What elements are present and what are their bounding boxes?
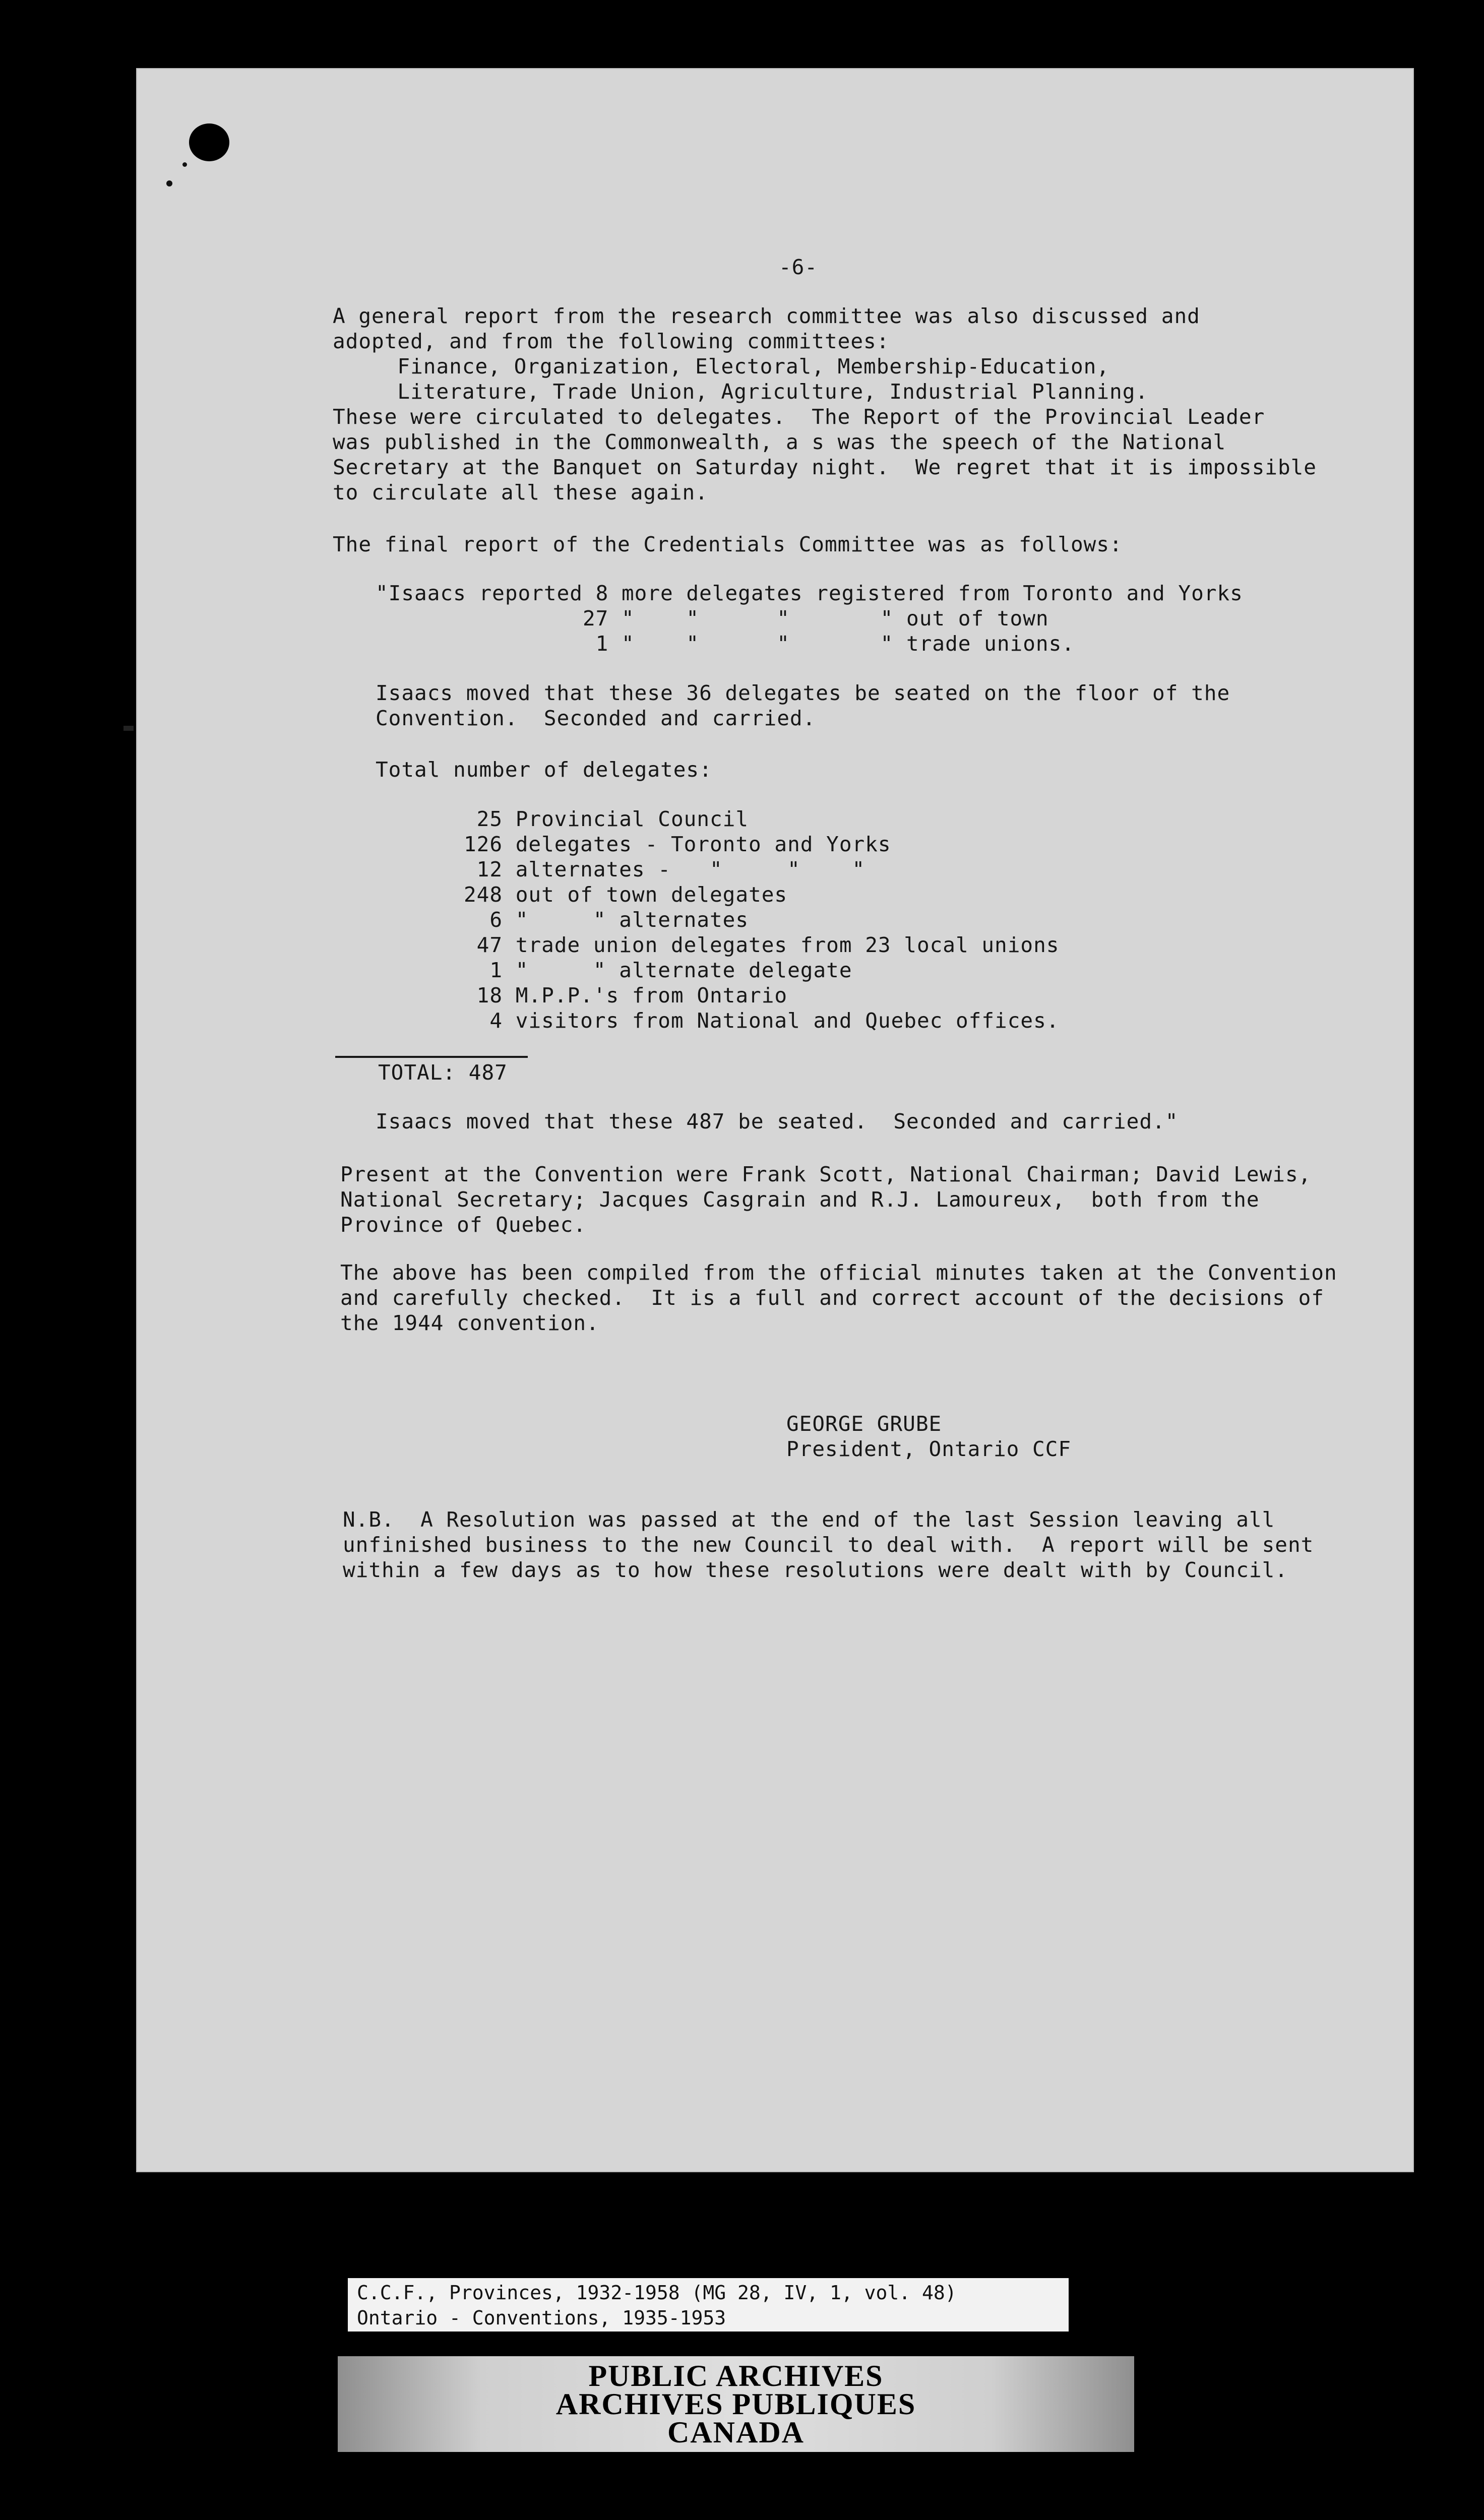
nb-line: unfinished business to the new Council to deal with. A report will be sent xyxy=(343,1533,1314,1557)
isaacs-moved-line: Isaacs moved that these 36 delegates be seated on the floor of the xyxy=(376,681,1230,705)
isaacs-report-line: 27 " " " " out of town xyxy=(376,606,1049,631)
compiled-line: The above has been compiled from the official minutes taken at the Convention xyxy=(340,1261,1337,1285)
delegate-count-line: 126 delegates - Toronto and Yorks xyxy=(464,832,891,856)
delegate-count-line: 1 " " alternate delegate xyxy=(464,958,852,982)
delegate-count-line: 4 visitors from National and Quebec offices. xyxy=(464,1009,1060,1033)
nb-line: N.B. A Resolution was passed at the end of the last Session leaving all xyxy=(343,1507,1275,1532)
general-report-line: A general report from the research committee was also discussed and xyxy=(333,304,1200,328)
delegate-count-line: 248 out of town delegates xyxy=(464,883,788,907)
signature-name: GEORGE GRUBE xyxy=(786,1412,942,1436)
punch-hole xyxy=(189,123,229,161)
delegate-count-line: 25 Provincial Council xyxy=(464,807,749,831)
present-line: National Secretary; Jacques Casgrain and R.J. Lamoureux, both from the xyxy=(340,1187,1260,1212)
total-line: TOTAL: 487 xyxy=(335,1056,528,1085)
delegate-count-line: 18 M.P.P.'s from Ontario xyxy=(464,983,788,1007)
page-number: -6- xyxy=(779,255,818,279)
isaacs-report-line: 1 " " " " trade unions. xyxy=(376,632,1075,656)
archive-stamp xyxy=(338,2356,1134,2452)
archive-reference-label xyxy=(348,2278,1069,2332)
delegate-count-line: 6 " " alternates xyxy=(464,908,749,932)
total-intro: Total number of delegates: xyxy=(376,758,712,782)
archive-reference-line: C.C.F., Provinces, 1932-1958 (MG 28, IV, 1, vol. 48) xyxy=(357,2282,957,2304)
general-report-line: Finance, Organization, Electoral, Membership-Education, xyxy=(333,354,1110,379)
general-report-line: These were circulated to delegates. The Report of the Provincial Leader xyxy=(333,405,1265,429)
credentials-intro: The final report of the Credentials Committee was as follows: xyxy=(333,532,1123,556)
ink-speck xyxy=(182,162,187,167)
isaacs-moved-487: Isaacs moved that these 487 be seated. Seconded and carried." xyxy=(376,1109,1179,1133)
delegate-count-line: 12 alternates - " " " xyxy=(464,857,865,881)
archive-stamp-line: PUBLIC ARCHIVES xyxy=(588,2359,884,2392)
isaacs-report-line: "Isaacs reported 8 more delegates registered from Toronto and Yorks xyxy=(376,581,1243,605)
archive-stamp-line: CANADA xyxy=(667,2416,805,2449)
nb-line: within a few days as to how these resolutions were dealt with by Council. xyxy=(343,1558,1288,1582)
ink-speck xyxy=(166,180,172,186)
archive-reference-line: Ontario - Conventions, 1935-1953 xyxy=(357,2307,726,2329)
general-report-line: Literature, Trade Union, Agriculture, Industrial Planning. xyxy=(333,380,1149,404)
general-report-line: Secretary at the Banquet on Saturday night. We regret that it is impossible xyxy=(333,455,1317,479)
present-line: Present at the Convention were Frank Scott, National Chairman; David Lewis, xyxy=(340,1162,1312,1186)
signature-title: President, Ontario CCF xyxy=(786,1437,1072,1461)
archive-stamp-line: ARCHIVES PUBLIQUES xyxy=(555,2387,916,2421)
compiled-line: and carefully checked. It is a full and correct account of the decisions of xyxy=(340,1286,1324,1310)
delegate-count-line: 47 trade union delegates from 23 local unions xyxy=(464,933,1060,957)
compiled-line: the 1944 convention. xyxy=(340,1311,599,1335)
margin-mark xyxy=(123,726,134,731)
general-report-line: to circulate all these again. xyxy=(333,480,708,505)
present-line: Province of Quebec. xyxy=(340,1213,586,1237)
general-report-line: adopted, and from the following committees: xyxy=(333,329,890,353)
general-report-line: was published in the Commonwealth, a s was the speech of the National xyxy=(333,430,1226,454)
isaacs-moved-line: Convention. Seconded and carried. xyxy=(376,706,816,730)
